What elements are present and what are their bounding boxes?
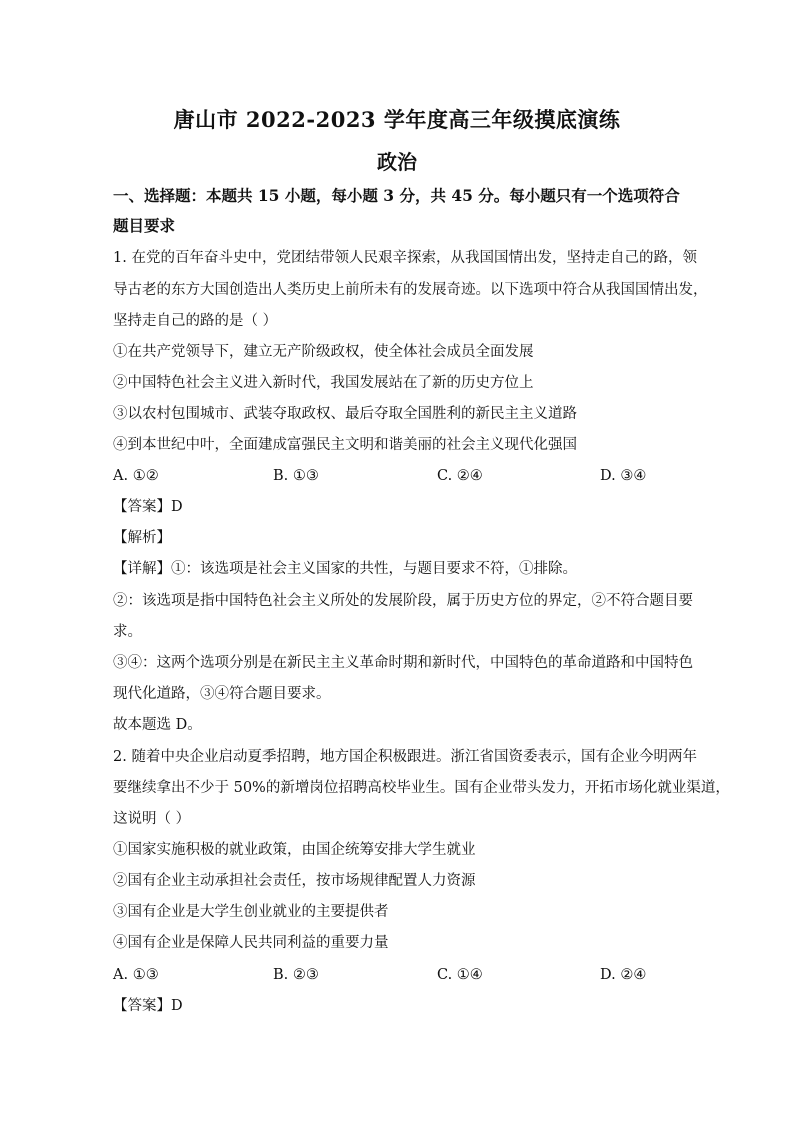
q1-stem-line-1: 1. 在党的百年奋斗史中，党团结带领人民艰辛探索，从我国国情出发，坚持走自己的路，领 [113, 250, 697, 266]
q2-option-c: C. ①④ [437, 967, 483, 983]
q1-detail-line-2: ②：该选项是指中国特色社会主义所处的发展阶段，属于历史方位的界定，②不符合题目要 [113, 593, 693, 609]
q1-stem-line-3: 坚持走自己的路的是（ ） [113, 313, 278, 329]
q1-detail-line-5: 现代化道路，③④符合题目要求。 [113, 686, 331, 702]
q1-item-2: ②中国特色社会主义进入新时代，我国发展站在了新的历史方位上 [113, 375, 534, 391]
q2-item-3: ③国有企业是大学生创业就业的主要提供者 [113, 904, 389, 920]
q2-option-d: D. ②④ [600, 967, 647, 983]
q2-stem-line-2: 要继续拿出不少于 50%的新增岗位招聘高校毕业生。国有企业带头发力，开拓市场化就业渠道， [113, 780, 730, 796]
q1-detail-line-4: ③④：这两个选项分别是在新民主主义革命时期和新时代，中国特色的革命道路和中国特色 [113, 655, 693, 671]
q1-option-c: C. ②④ [437, 468, 483, 484]
section-heading-line-1: 一、选择题：本题共 15 小题，每小题 3 分，共 45 分。每小题只有一个选项符合 [113, 186, 680, 205]
q1-answer: 【答案】D [113, 499, 183, 515]
q1-stem-line-2: 导古老的东方大国创造出人类历史上前所未有的发展奇迹。以下选项中符合从我国国情出发， [113, 282, 708, 298]
section-heading-line-2: 题目要求 [113, 216, 176, 235]
q1-item-1: ①在共产党领导下，建立无产阶级政权，使全体社会成员全面发展 [113, 344, 534, 360]
q2-item-1: ①国家实施积极的就业政策，由国企统筹安排大学生就业 [113, 842, 476, 858]
q2-option-b: B. ②③ [273, 967, 319, 983]
q1-option-b: B. ①③ [273, 468, 319, 484]
q1-conclusion: 故本题选 D。 [113, 717, 202, 733]
q2-item-2: ②国有企业主动承担社会责任，按市场规律配置人力资源 [113, 873, 476, 889]
q2-item-4: ④国有企业是保障人民共同利益的重要力量 [113, 935, 389, 951]
q1-item-4: ④到本世纪中叶，全面建成富强民主文明和谐美丽的社会主义现代化强国 [113, 437, 577, 453]
exam-title: 唐山市 2022-2023 学年度高三年级摸底演练 [173, 107, 621, 132]
q2-option-a: A. ①③ [113, 967, 159, 983]
exam-subject: 政治 [377, 150, 417, 174]
q1-item-3: ③以农村包围城市、武装夺取政权、最后夺取全国胜利的新民主主义道路 [113, 406, 577, 422]
q1-analysis-label: 【解析】 [113, 530, 171, 546]
q1-option-a: A. ①② [113, 468, 159, 484]
q1-detail-line-1: 【详解】①：该选项是社会主义国家的共性，与题目要求不符，①排除。 [113, 561, 577, 577]
q2-answer: 【答案】D [113, 998, 183, 1014]
q1-option-d: D. ③④ [600, 468, 647, 484]
q2-stem-line-1: 2. 随着中央企业启动夏季招聘，地方国企积极跟进。浙江省国资委表示，国有企业今明两年 [113, 749, 697, 765]
q1-detail-line-3: 求。 [113, 624, 142, 640]
q2-stem-line-3: 这说明（ ） [113, 811, 191, 827]
